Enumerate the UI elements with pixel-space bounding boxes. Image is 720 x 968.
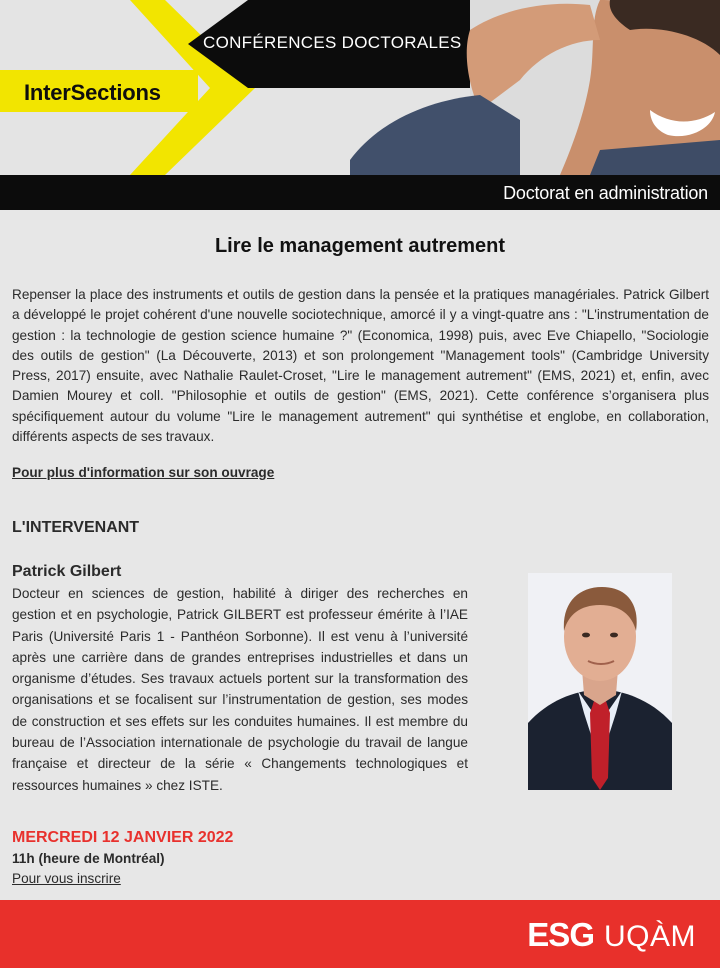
- speaker-bio: Docteur en sciences de gestion, habilité à diriger des recherches en gestion et en psychologie, Patrick GILBERT est professeur émérite à l’IAE Paris (Université Paris 1 - Panthéon Sorbonne). Il est venu à l’université après une carrière dans de grandes entreprises industrielles et dans un organisme d’études. Ses travaux actuels portent sur la transformation des organisations et se focalisent sur l’instrumentation de gestion, ses modes de construction et ses effets sur les conduites humaines. Il est membre du bureau de l’Association internationale de psychologie du travail de langue française et directeur de la série « Changements technologiques et ressources humaines » chez ISTE.: [12, 586, 468, 793]
- logo-esg-text: ESG: [527, 916, 594, 953]
- esg-uqam-logo[interactable]: [527, 916, 696, 954]
- article-title: Lire le management autrement: [214, 235, 506, 257]
- logo-uqam-text: UQÀM: [604, 920, 696, 953]
- event-date: MERCREDI 12 JANVIER 2022: [12, 829, 234, 846]
- intersections-brand: InterSections: [24, 80, 161, 105]
- header-banner: [0, 0, 720, 210]
- speaker-section-heading: L'INTERVENANT: [12, 519, 140, 536]
- article-intro: Repenser la place des instruments et outils de gestion dans la pensée et la pratiques managériales. Patrick Gilbert a développé le projet cohérent d'une nouvelle sociotechnique, amorcé il y a vingt-quatre ans : "L'instrumentation de gestion : la technologie de gestion science humaine ?" (Economica, 1998) puis, avec Eve Chiapello, "Sociologie des outils de gestion" (La Découverte, 2013) et son prolongement "Management tools" (Cambridge University Press, 2017) ensuite, avec Nathalie Raulet-Croset, "Lire le management autrement" (EMS, 2021) et, enfin, avec Damien Mourey et coll. "Philosophie et outils de gestion" (EMS, 2021). Cette conférence s’organisera plus spécifiquement autour du volume "Lire le management autrement" qui synthétise et englobe, en collaboration, différents aspects de ses travaux.: [12, 287, 709, 445]
- speaker-portrait: [528, 573, 672, 790]
- footer-bar: [0, 900, 720, 968]
- program-subtitle: Doctorat en administration: [503, 183, 708, 203]
- portrait-illustration: [528, 573, 672, 790]
- speaker-name: Patrick Gilbert: [12, 563, 122, 580]
- register-link[interactable]: Pour vous inscrire: [12, 871, 121, 886]
- conference-label: CONFÉRENCES DOCTORALES: [203, 33, 462, 52]
- event-time: 11h (heure de Montréal): [12, 851, 165, 866]
- more-info-link[interactable]: Pour plus d'information sur son ouvrage: [12, 465, 275, 480]
